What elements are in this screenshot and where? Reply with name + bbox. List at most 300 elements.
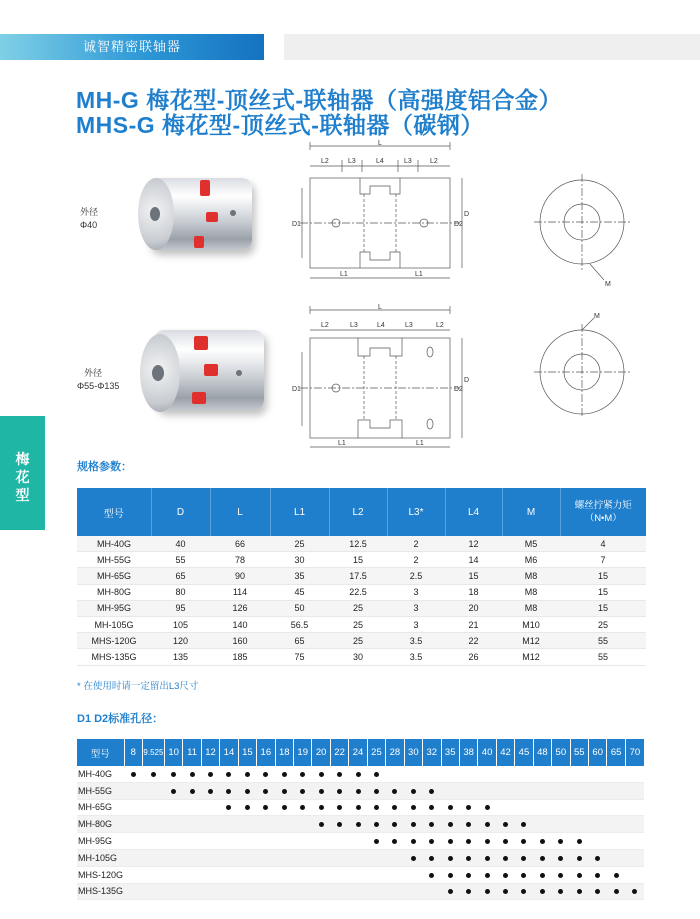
spec-cell: M10 (502, 616, 560, 632)
availability-dot-icon (466, 839, 471, 844)
bore-cell (142, 866, 164, 883)
bore-cell (257, 866, 275, 883)
bore-cell (164, 782, 182, 799)
availability-dot-icon (466, 856, 471, 861)
availability-dot-icon (245, 805, 250, 810)
availability-dot-icon (282, 772, 287, 777)
bore-cell (257, 833, 275, 850)
bore-cell (423, 799, 441, 816)
bore-cell (257, 816, 275, 833)
bore-cell (238, 782, 256, 799)
bore-cell (478, 816, 496, 833)
dim-M: M (605, 281, 611, 287)
bore-cell (404, 849, 422, 866)
dim-L4: L4 (377, 322, 385, 329)
bore-cell (404, 816, 422, 833)
availability-dot-icon (448, 805, 453, 810)
bore-cell (478, 883, 496, 900)
availability-dot-icon (245, 772, 250, 777)
availability-dot-icon (356, 789, 361, 794)
availability-dot-icon (485, 889, 490, 894)
availability-dot-icon (263, 772, 268, 777)
spec-cell: 65 (151, 568, 210, 584)
bore-cell (183, 782, 201, 799)
availability-dot-icon (521, 889, 526, 894)
spec-cell: 65 (270, 633, 329, 649)
availability-dot-icon (429, 856, 434, 861)
bore-cell (515, 782, 533, 799)
bore-col-header-size: 32 (423, 739, 441, 766)
drawing-side-view-small (290, 138, 470, 288)
bore-cell (142, 799, 164, 816)
bore-cell (441, 816, 459, 833)
bore-cell (570, 799, 588, 816)
bore-cell (570, 782, 588, 799)
availability-dot-icon (595, 856, 600, 861)
drawing-side-view-large (290, 302, 470, 452)
availability-dot-icon (411, 839, 416, 844)
bore-cell (220, 782, 238, 799)
spec-cell: 7 (560, 552, 646, 568)
spec-cell: 30 (329, 649, 387, 665)
bore-cell (367, 799, 385, 816)
availability-dot-icon (521, 873, 526, 878)
bore-cell (625, 816, 644, 833)
bore-cell-model: MH-65G (77, 799, 124, 816)
bore-cell (459, 782, 477, 799)
bore-cell (275, 782, 293, 799)
bore-cell (533, 883, 551, 900)
spec-cell: 12 (445, 536, 502, 552)
availability-dot-icon (485, 856, 490, 861)
bore-cell (164, 799, 182, 816)
bore-cell (124, 782, 142, 799)
availability-dot-icon (374, 789, 379, 794)
bore-cell (294, 883, 312, 900)
spec-col-header: 型号 (77, 488, 151, 536)
availability-dot-icon (190, 772, 195, 777)
spec-cell-model: MH-80G (77, 584, 151, 600)
bore-cell (124, 816, 142, 833)
bore-col-header-size: 19 (294, 739, 312, 766)
spec-cell: 22.5 (329, 584, 387, 600)
spec-cell-model: MH-95G (77, 600, 151, 616)
spec-cell: M8 (502, 584, 560, 600)
bore-cell (183, 883, 201, 900)
availability-dot-icon (503, 856, 508, 861)
dim-L2: L2 (436, 322, 444, 329)
bore-cell (330, 766, 348, 782)
spec-row (77, 584, 646, 600)
availability-dot-icon (614, 873, 619, 878)
availability-dot-icon (503, 822, 508, 827)
spec-cell: 50 (270, 600, 329, 616)
bore-cell (349, 866, 367, 883)
bore-cell (367, 766, 385, 782)
availability-dot-icon (411, 856, 416, 861)
availability-dot-icon (374, 772, 379, 777)
bore-col-header-size: 50 (552, 739, 570, 766)
bore-cell (201, 866, 219, 883)
availability-dot-icon (374, 822, 379, 827)
bore-cell (124, 833, 142, 850)
bore-cell (625, 849, 644, 866)
bore-cell (570, 833, 588, 850)
bore-cell (312, 782, 330, 799)
availability-dot-icon (448, 839, 453, 844)
availability-dot-icon (466, 889, 471, 894)
spec-row (77, 600, 646, 616)
side-category-tab[interactable] (0, 416, 45, 530)
bore-cell (367, 866, 385, 883)
bore-cell (312, 849, 330, 866)
bore-col-header-size: 12 (201, 739, 219, 766)
bore-cell (183, 849, 201, 866)
bore-cell (533, 766, 551, 782)
bore-cell (220, 866, 238, 883)
availability-dot-icon (337, 805, 342, 810)
bore-cell (330, 866, 348, 883)
bore-cell (441, 866, 459, 883)
bore-col-header-size: 28 (386, 739, 404, 766)
spec-cell: 126 (210, 600, 270, 616)
spec-header-row (77, 488, 646, 536)
spec-cell: 15 (560, 600, 646, 616)
availability-dot-icon (429, 822, 434, 827)
bore-cell (496, 782, 514, 799)
product-1-size: Φ40 (80, 220, 98, 230)
title-line-1: MH-G 梅花型-顶丝式-联轴器（高强度铝合金） (76, 87, 563, 113)
bore-cell (183, 866, 201, 883)
availability-dot-icon (521, 839, 526, 844)
bore-cell (589, 766, 607, 782)
bore-cell (294, 766, 312, 782)
availability-dot-icon (485, 873, 490, 878)
bore-cell (238, 816, 256, 833)
bore-cell (275, 816, 293, 833)
bore-cell (164, 766, 182, 782)
availability-dot-icon (595, 889, 600, 894)
bore-cell (294, 833, 312, 850)
bore-cell (257, 799, 275, 816)
spec-cell: 120 (151, 633, 210, 649)
bore-col-header-size: 20 (312, 739, 330, 766)
bore-cell (349, 816, 367, 833)
availability-dot-icon (485, 839, 490, 844)
spec-cell: 25 (329, 600, 387, 616)
bore-cell (312, 883, 330, 900)
bore-col-header-size: 18 (275, 739, 293, 766)
bore-header-row (77, 739, 644, 766)
bore-cell (441, 766, 459, 782)
bore-cell (552, 883, 570, 900)
spec-row (77, 536, 646, 552)
spec-col-header: L1 (270, 488, 329, 536)
spec-cell: 20 (445, 600, 502, 616)
spec-col-header: M (502, 488, 560, 536)
bore-cell (404, 883, 422, 900)
dim-D1: D1 (292, 221, 301, 228)
spec-cell: 114 (210, 584, 270, 600)
bore-cell (330, 849, 348, 866)
availability-dot-icon (356, 822, 361, 827)
bore-cell (142, 766, 164, 782)
bore-cell (220, 849, 238, 866)
bore-cell (552, 866, 570, 883)
bore-cell (183, 816, 201, 833)
bore-cell (423, 782, 441, 799)
availability-dot-icon (558, 839, 563, 844)
bore-cell (142, 782, 164, 799)
bore-cell-model: MH-95G (77, 833, 124, 850)
bore-cell (201, 799, 219, 816)
spec-cell: 95 (151, 600, 210, 616)
availability-dot-icon (171, 789, 176, 794)
bore-cell (552, 766, 570, 782)
availability-dot-icon (448, 856, 453, 861)
availability-dot-icon (540, 839, 545, 844)
bore-cell (589, 816, 607, 833)
availability-dot-icon (448, 889, 453, 894)
bore-cell (625, 833, 644, 850)
bore-cell (312, 816, 330, 833)
spec-cell: 15 (560, 568, 646, 584)
availability-dot-icon (577, 856, 582, 861)
bore-col-header-size: 65 (607, 739, 625, 766)
bore-cell (570, 849, 588, 866)
bore-cell (515, 833, 533, 850)
availability-dot-icon (208, 772, 213, 777)
spec-section-title: 规格参数： (77, 461, 132, 473)
bore-cell (349, 883, 367, 900)
availability-dot-icon (392, 839, 397, 844)
bore-cell-model: MHS-135G (77, 883, 124, 900)
bore-cell (367, 833, 385, 850)
spec-cell: 2 (387, 552, 445, 568)
spec-cell: 160 (210, 633, 270, 649)
bore-cell (349, 833, 367, 850)
availability-dot-icon (245, 789, 250, 794)
spec-cell-model: MH-40G (77, 536, 151, 552)
dim-L3: L3 (348, 158, 356, 165)
spec-note: * 在使用时请一定留出L3尺寸 (77, 681, 199, 692)
availability-dot-icon (466, 822, 471, 827)
bore-col-header-size: 48 (533, 739, 551, 766)
bore-cell (124, 883, 142, 900)
bore-row (77, 849, 644, 866)
bore-cell (275, 849, 293, 866)
bore-col-header-size: 11 (183, 739, 201, 766)
availability-dot-icon (282, 789, 287, 794)
bore-cell (515, 866, 533, 883)
spec-cell: 2 (387, 536, 445, 552)
bore-cell (552, 799, 570, 816)
bore-cell (386, 782, 404, 799)
bore-cell (533, 866, 551, 883)
dim-D1: D1 (292, 386, 301, 393)
bore-row (77, 883, 644, 900)
bore-cell (552, 816, 570, 833)
product-2-size: Φ55-Φ135 (77, 381, 120, 391)
spec-col-header: L (210, 488, 270, 536)
dim-D: D (464, 377, 470, 384)
bore-cell (201, 883, 219, 900)
bore-cell (164, 849, 182, 866)
bore-cell (275, 833, 293, 850)
spec-cell: 12.5 (329, 536, 387, 552)
bore-cell (441, 849, 459, 866)
bore-cell (275, 866, 293, 883)
bore-cell (367, 849, 385, 866)
bore-cell (386, 849, 404, 866)
header-grey-bar (284, 34, 700, 60)
bore-cell (552, 782, 570, 799)
bore-cell (607, 799, 625, 816)
dim-L1: L1 (415, 271, 423, 278)
bore-cell (441, 782, 459, 799)
spec-row (77, 649, 646, 665)
bore-cell (607, 816, 625, 833)
bore-col-header-size: 14 (220, 739, 238, 766)
spec-cell: M8 (502, 568, 560, 584)
bore-cell (607, 849, 625, 866)
bore-cell (404, 866, 422, 883)
bore-cell (294, 782, 312, 799)
availability-dot-icon (411, 789, 416, 794)
availability-dot-icon (374, 805, 379, 810)
bore-cell (142, 849, 164, 866)
availability-dot-icon (337, 789, 342, 794)
bore-cell-model: MH-105G (77, 849, 124, 866)
bore-cell (625, 782, 644, 799)
bore-cell (533, 833, 551, 850)
bore-cell (312, 866, 330, 883)
product-photo-large (136, 320, 271, 420)
spec-cell: 15 (445, 568, 502, 584)
availability-dot-icon (411, 805, 416, 810)
bore-cell (625, 883, 644, 900)
bore-cell (367, 816, 385, 833)
availability-dot-icon (558, 873, 563, 878)
spec-cell: 105 (151, 616, 210, 632)
spec-cell: 15 (329, 552, 387, 568)
bore-cell (441, 883, 459, 900)
spec-cell: 18 (445, 584, 502, 600)
availability-dot-icon (226, 805, 231, 810)
availability-dot-icon (190, 789, 195, 794)
bore-row (77, 833, 644, 850)
spec-cell: M12 (502, 633, 560, 649)
availability-dot-icon (356, 772, 361, 777)
availability-dot-icon (540, 873, 545, 878)
spec-col-header-torque: 螺丝拧紧力矩 （N•M） (560, 488, 646, 536)
bore-cell (496, 766, 514, 782)
bore-row (77, 866, 644, 883)
bore-cell (142, 816, 164, 833)
bore-cell (386, 833, 404, 850)
availability-dot-icon (300, 772, 305, 777)
availability-dot-icon (521, 856, 526, 861)
bore-cell (533, 849, 551, 866)
spec-cell: 56.5 (270, 616, 329, 632)
bore-cell (589, 883, 607, 900)
availability-dot-icon (337, 822, 342, 827)
bore-col-header-size: 15 (238, 739, 256, 766)
spec-cell-model: MH-65G (77, 568, 151, 584)
bore-cell (330, 816, 348, 833)
bore-cell (496, 799, 514, 816)
spec-cell: 25 (270, 536, 329, 552)
product-2-label: 外径 (84, 368, 103, 378)
spec-cell: 35 (270, 568, 329, 584)
spec-row (77, 552, 646, 568)
availability-dot-icon (337, 772, 342, 777)
bore-cell (478, 833, 496, 850)
bore-cell-model: MH-40G (77, 766, 124, 782)
bore-col-header-size: 25 (367, 739, 385, 766)
availability-dot-icon (429, 805, 434, 810)
bore-cell (201, 816, 219, 833)
availability-dot-icon (319, 822, 324, 827)
bore-cell (220, 816, 238, 833)
bore-cell (312, 799, 330, 816)
bore-cell (459, 816, 477, 833)
bore-cell (142, 883, 164, 900)
bore-cell (607, 833, 625, 850)
spec-cell: 135 (151, 649, 210, 665)
bore-cell (607, 782, 625, 799)
availability-dot-icon (577, 873, 582, 878)
bore-cell (349, 849, 367, 866)
bore-cell (386, 816, 404, 833)
availability-dot-icon (521, 822, 526, 827)
availability-dot-icon (558, 889, 563, 894)
bore-cell (238, 799, 256, 816)
spec-col-header: D (151, 488, 210, 536)
bore-cell (589, 782, 607, 799)
bore-cell (423, 816, 441, 833)
bore-cell (478, 766, 496, 782)
spec-cell-model: MH-105G (77, 616, 151, 632)
product-photo-small (134, 170, 264, 260)
availability-dot-icon (540, 856, 545, 861)
spec-cell: 3.5 (387, 649, 445, 665)
header-brand-bar (0, 34, 264, 60)
bore-cell (367, 883, 385, 900)
spec-cell: 140 (210, 616, 270, 632)
bore-cell (607, 883, 625, 900)
dim-L3: L3 (404, 158, 412, 165)
spec-row (77, 568, 646, 584)
spec-cell: M12 (502, 649, 560, 665)
availability-dot-icon (319, 805, 324, 810)
bore-cell (124, 866, 142, 883)
dim-L2: L2 (430, 158, 438, 165)
bore-col-header-size: 30 (404, 739, 422, 766)
bore-cell (589, 849, 607, 866)
availability-dot-icon (300, 805, 305, 810)
bore-cell (423, 883, 441, 900)
bore-cell (625, 799, 644, 816)
bore-row (77, 782, 644, 799)
bore-col-header-size: 35 (441, 739, 459, 766)
dim-L3: L3 (350, 322, 358, 329)
bore-cell (201, 782, 219, 799)
availability-dot-icon (411, 822, 416, 827)
availability-dot-icon (466, 805, 471, 810)
bore-cell (349, 766, 367, 782)
side-tab-char: 型 (15, 487, 30, 503)
